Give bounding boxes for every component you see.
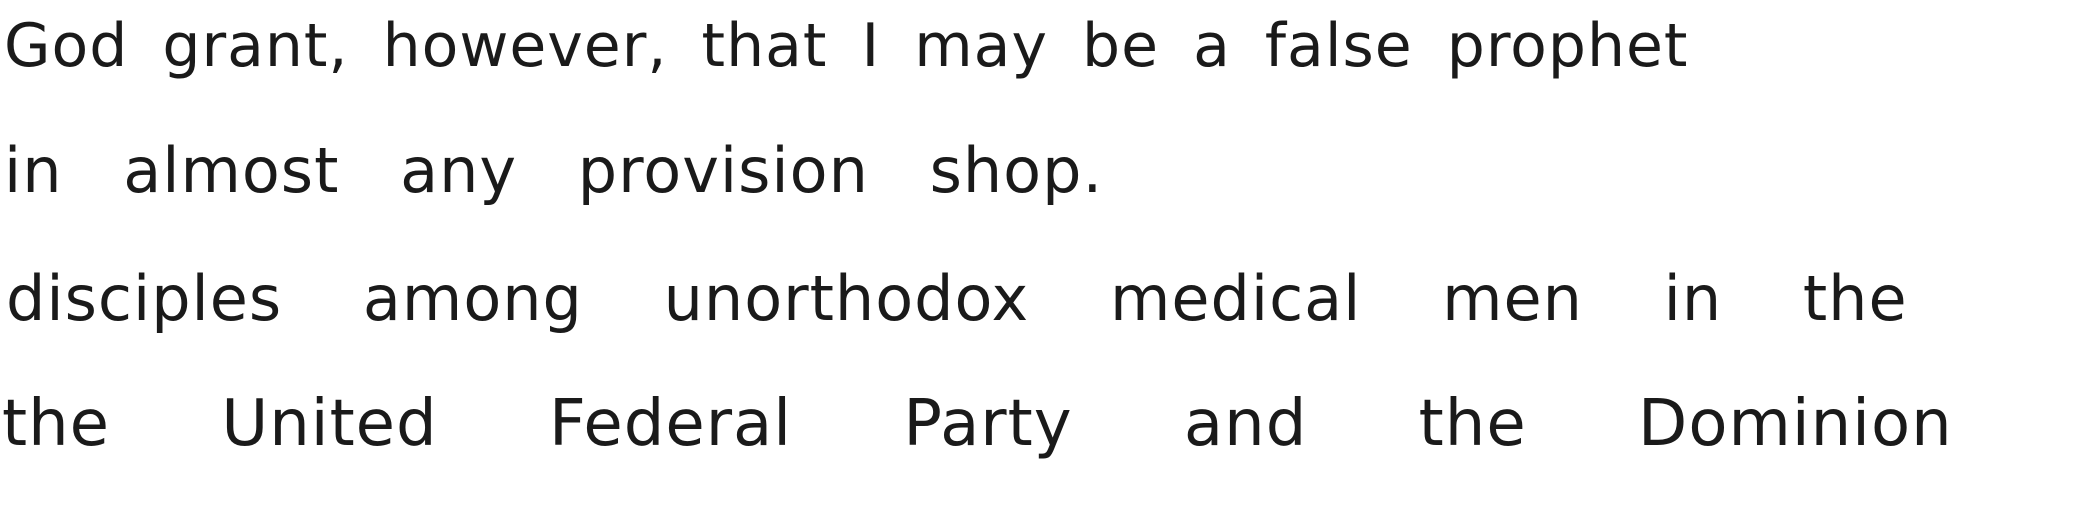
handwritten-line-1: God grant, however, that I may be a false prophet	[4, 11, 1689, 81]
handwritten-line-2: in almost any provision shop.	[4, 134, 1104, 207]
handwritten-line-4: the United Federal Party and the Dominion	[2, 387, 1953, 461]
handwritten-line-3: disciples among unorthodox medical men in the	[6, 262, 1908, 335]
